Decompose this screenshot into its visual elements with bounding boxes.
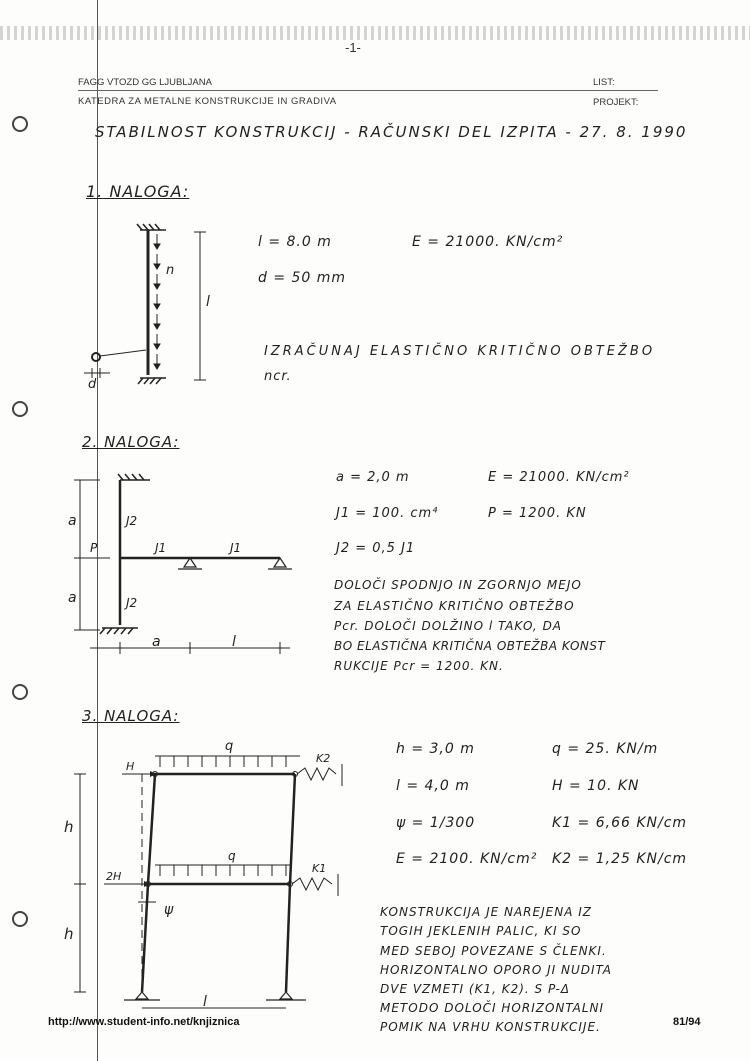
task2-J2: J2 = 0,5 J1: [336, 541, 416, 556]
task3-text-line: POMIK NA VRHU KONSTRUKCIJE.: [380, 1020, 601, 1034]
spring-k1: [292, 878, 332, 890]
force-label-p: P: [90, 541, 98, 555]
spring-k2: [297, 768, 336, 780]
task3-psi: ψ = 1/300: [396, 815, 476, 831]
force-label-h: H: [126, 760, 135, 773]
pinned-support-left: [124, 992, 160, 1000]
task1-text-line2: ncr.: [264, 369, 292, 384]
distributed-load-arrows: [154, 234, 160, 369]
pinned-support-1: [178, 558, 202, 569]
task1-E: E = 21000. KN/cm²: [412, 234, 564, 250]
task3-text-line: MED SEBOJ POVEZANE S ČLENKI.: [380, 944, 607, 958]
page-title: STABILNOST KONSTRUKCIJ - RAČUNSKI DEL IZPITA - 27. 8. 1990: [95, 123, 688, 141]
task2-text-line: RUKCIJE Pcr = 1200. KN.: [334, 659, 504, 673]
task3-figure: [60, 734, 360, 1014]
punch-hole: [12, 401, 28, 417]
task2-text-line: DOLOČI SPODNJO IN ZGORNJO MEJO: [334, 578, 582, 592]
load-label-q-top: q: [225, 739, 234, 754]
task1-l: l = 8.0 m: [258, 234, 332, 250]
height-label-a-top: a: [68, 513, 77, 529]
diameter-label-d: d: [88, 377, 97, 392]
spring-label-k1: K1: [312, 862, 327, 875]
inertia-label-j2-top: J2: [126, 514, 138, 528]
pinned-support-2: [268, 558, 292, 569]
punch-hole: [12, 116, 28, 132]
fixed-support-top: [137, 224, 166, 230]
left-column-lower: [142, 884, 148, 992]
punch-hole: [12, 911, 28, 927]
punch-hole: [12, 684, 28, 700]
distributed-load-top: [160, 756, 286, 767]
length-label-l: l: [206, 294, 210, 310]
task3-K1: K1 = 6,66 KN/cm: [552, 815, 688, 831]
task3-H: H = 10. KN: [552, 778, 640, 794]
task1-figure: [70, 220, 230, 420]
page-mark: -1-: [345, 40, 361, 55]
distributed-load-mid: [160, 865, 286, 876]
task2-J1: J1 = 100. cm⁴: [336, 506, 439, 521]
pinned-support-right: [266, 992, 306, 1000]
task2-a: a = 2,0 m: [336, 470, 410, 485]
inertia-label-j1-1: J1: [155, 541, 167, 555]
task2-heading: 2. NALOGA:: [82, 433, 180, 451]
list-label: LIST:: [593, 77, 615, 88]
load-label-n: n: [166, 263, 175, 278]
height-label-h-upper: h: [64, 818, 74, 836]
inertia-label-j2-bottom: J2: [126, 596, 138, 610]
footer-page-number: 81/94: [673, 1016, 701, 1028]
right-column-lower: [286, 884, 290, 992]
task3-K2: K2 = 1,25 KN/cm: [552, 851, 688, 867]
task2-text-line: Pcr. DOLOČI DOLŽINO l TAKO, DA: [334, 619, 563, 633]
inertia-label-j1-2: J1: [230, 541, 242, 555]
left-column-upper: [148, 774, 155, 884]
task3-E: E = 2100. KN/cm²: [396, 851, 538, 867]
span-label-l: l: [232, 634, 236, 650]
task1-d: d = 50 mm: [258, 270, 347, 286]
task3-heading: 3. NALOGA:: [82, 707, 180, 725]
angle-label-psi: ψ: [164, 902, 174, 918]
header-line: [78, 90, 658, 91]
task3-text-line: TOGIH JEKLENIH PALIC, KI SO: [380, 924, 582, 938]
task3-q: q = 25. KN/m: [552, 741, 659, 757]
project-label: PROJEKT:: [593, 97, 639, 108]
fixed-support-bottom: [100, 628, 138, 634]
spring-label-k2: K2: [316, 752, 331, 765]
task2-text-line: BO ELASTIČNA KRITIČNA OBTEŽBA KONST: [334, 639, 606, 653]
task2-figure: [60, 470, 310, 665]
task1-text-line1: IZRAČUNAJ ELASTIČNO KRITIČNO OBTEŽBO: [264, 344, 656, 359]
task2-E: E = 21000. KN/cm²: [488, 470, 630, 485]
cross-section-circle: [92, 353, 100, 361]
span-label-a: a: [152, 634, 161, 650]
institution: FAGG VTOZD GG LJUBLJANA: [78, 77, 212, 88]
pinned-support-bottom: [138, 378, 166, 384]
task3-text-line: DVE VZMETI (K1, K2). S P-Δ: [380, 982, 571, 996]
height-label-h-lower: h: [64, 925, 74, 943]
footer-url[interactable]: http://www.student-info.net/knjiznica: [48, 1016, 240, 1028]
task3-text-line: HORIZONTALNO OPORO JI NUDITA: [380, 963, 612, 977]
task1-heading: 1. NALOGA:: [86, 182, 190, 201]
task3-h: h = 3,0 m: [396, 741, 475, 757]
right-column-upper: [290, 774, 295, 884]
span-label-l: l: [203, 994, 207, 1010]
load-label-q-mid: q: [228, 849, 236, 863]
task2-text-line: ZA ELASTIČNO KRITIČNO OBTEŽBO: [334, 599, 575, 613]
task3-l: l = 4,0 m: [396, 778, 470, 794]
task3-text-line: METODO DOLOČI HORIZONTALNI: [380, 1001, 605, 1015]
height-label-a-bottom: a: [68, 590, 77, 606]
department: KATEDRA ZA METALNE KONSTRUKCIJE IN GRADIVA: [78, 96, 337, 107]
fixed-support-top: [118, 474, 150, 480]
force-label-2h: 2H: [106, 870, 122, 883]
task3-text-line: KONSTRUKCIJA JE NAREJENA IZ: [380, 905, 592, 919]
task2-P: P = 1200. KN: [488, 506, 587, 521]
scan-noise-top: [0, 26, 750, 40]
